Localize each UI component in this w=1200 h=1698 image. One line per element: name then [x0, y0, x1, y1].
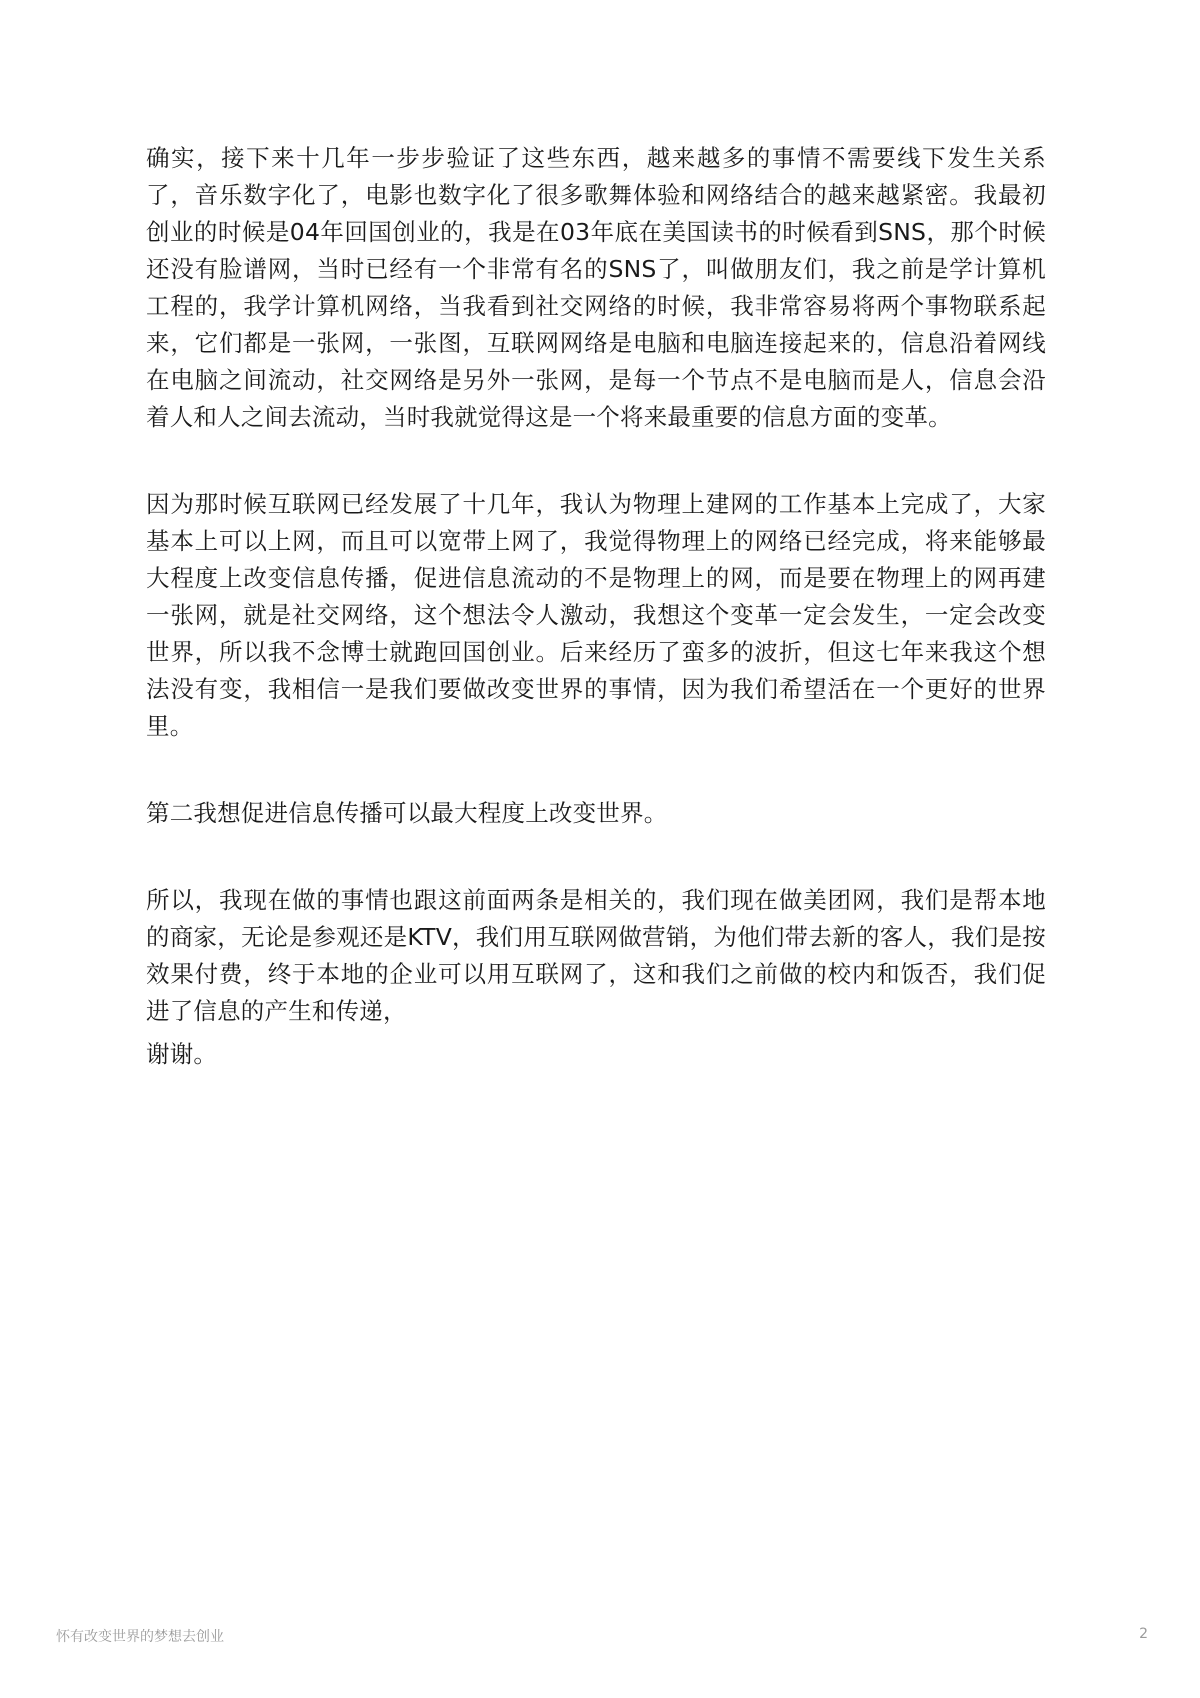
paragraph-3: 第二我想促进信息传播可以最大程度上改变世界。 [146, 799, 668, 827]
page-number: 2 [1139, 1626, 1148, 1642]
paragraph-closing: 谢谢。 [146, 1040, 218, 1068]
paragraph-1: 确实，接下来十几年一步步验证了这些东西，越来越多的事情不需要线下发生关系了，音乐数字化了，电影也数字化了很多歌舞体验和网络结合的越来越紧密。我最初创业的时候是04年回国创业的，我是在03年底在美国读书的时候看到SNS，那个时候还没有脸谱网，当时已经有一个非常有名的SNS了，叫做朋友们，我之前是学计算机工程的，我学计算机网络，当我看到社交网络的时候，我非常容易将两个事物联系起来，它们都是一张网，一张图，互联网网络是电脑和电脑连接起来的，信息沿着网线在电脑之间流动，社交网络是另外一张网，是每一个节点不是电脑而是人，信息会沿着人和人之间去流动，当时我就觉得这是一个将来最重要的信息方面的变革。 [146, 144, 1046, 431]
page-body [146, 140, 1046, 1123]
footer-title: 怀有改变世界的梦想去创业 [56, 1629, 224, 1645]
paragraph-2: 因为那时候互联网已经发展了十几年，我认为物理上建网的工作基本上完成了，大家基本上可以上网，而且可以宽带上网了，我觉得物理上的网络已经完成，将来能够最大程度上改变信息传播，促进信息流动的不是物理上的网，而是要在物理上的网再建一张网，就是社交网络，这个想法令人激动，我想这个变革一定会发生，一定会改变世界，所以我不念博士就跑回国创业。后来经历了蛮多的波折，但这七年来我这个想法没有变，我相信一是我们要做改变世界的事情，因为我们希望活在一个更好的世界里。 [146, 490, 1046, 740]
paragraph-4: 所以，我现在做的事情也跟这前面两条是相关的，我们现在做美团网，我们是帮本地的商家，无论是参观还是KTV，我们用互联网做营销，为他们带去新的客人，我们是按效果付费，终于本地的企业可以用互联网了，这和我们之前做的校内和饭否，我们促进了信息的产生和传递， [146, 886, 1046, 1025]
